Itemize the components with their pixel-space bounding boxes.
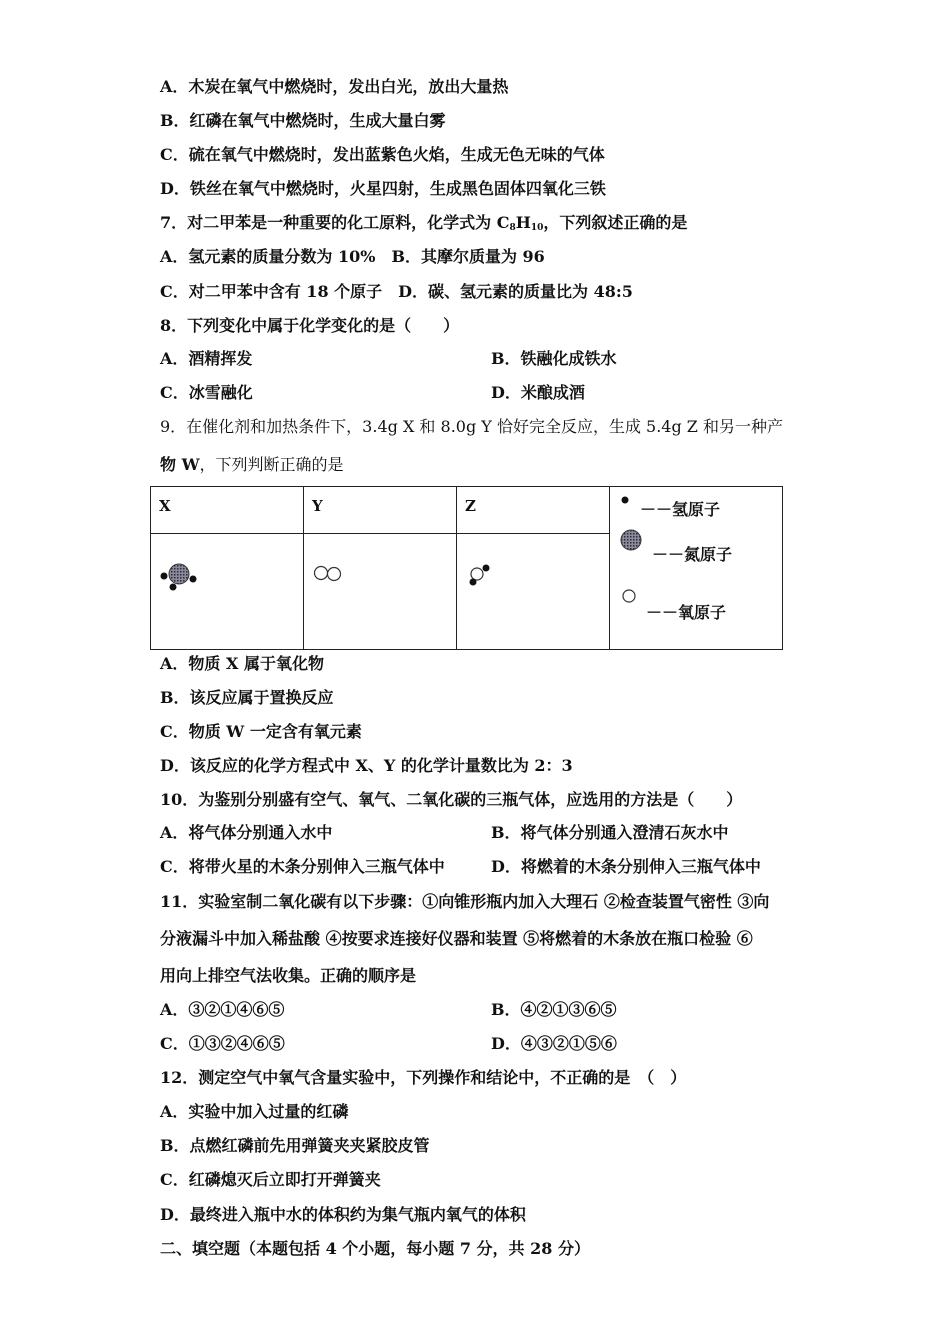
q7-stem xyxy=(160,213,687,238)
q9-stem-line2 xyxy=(160,455,344,475)
nitrogen-atom-icon xyxy=(618,527,644,553)
q10-option-b: B．将气体分别通入澄清石灰水中 xyxy=(491,823,729,842)
molecule-y-cell xyxy=(304,534,457,650)
q9-stem-w: 物 W xyxy=(160,455,200,474)
q10-stem: 10．为鉴别分别盛有空气、氧气、二氧化碳的三瓶气体，应选用的方法是（ ） xyxy=(160,790,743,809)
q9-stem-rest: ，下列判断正确的是 xyxy=(199,455,344,474)
molecule-z-cell xyxy=(457,534,610,650)
q11-stem-line3: 用向上排空气法收集。正确的顺序是 xyxy=(160,966,417,985)
section-2-heading: 二、填空题（本题包括 4 个小题，每小题 7 分，共 28 分） xyxy=(160,1239,590,1258)
q9-option-c: C．物质 W 一定含有氧元素 xyxy=(160,722,362,741)
q9-option-d: D．该反应的化学方程式中 X、Y 的化学计量数比为 2：3 xyxy=(160,756,573,775)
molecule-x-cell xyxy=(151,534,304,650)
q9-option-a: A．物质 X 属于氧化物 xyxy=(160,654,324,673)
q10-option-d: D．将燃着的木条分别伸入三瓶气体中 xyxy=(491,857,761,876)
header-y: Y xyxy=(304,487,457,534)
q10-option-c: C．将带火星的木条分别伸入三瓶气体中 xyxy=(160,857,445,876)
q7-stem-post: ，下列叙述正确的是 xyxy=(543,213,688,232)
q8-option-c: C．冰雪融化 xyxy=(160,383,253,402)
q7-sub-8: 8 xyxy=(509,223,516,233)
q8-option-a: A．酒精挥发 xyxy=(160,349,253,368)
q12-option-d: D．最终进入瓶中水的体积约为集气瓶内氧气的体积 xyxy=(160,1205,526,1224)
q7-options-ab: A．氢元素的质量分数为 10% B．其摩尔质量为 96 xyxy=(160,247,545,266)
q7-stem-pre: 7．对二甲苯是一种重要的化工原料，化学式为 C xyxy=(160,213,510,232)
q11-option-a: A．③②①④⑥⑤ xyxy=(160,1000,285,1019)
molecule-x-icon xyxy=(159,562,199,594)
header-x: X xyxy=(151,487,304,534)
q12-stem: 12．测定空气中氧气含量实验中，下列操作和结论中，不正确的是 （ ） xyxy=(160,1068,687,1087)
q8-stem: 8．下列变化中属于化学变化的是（ ） xyxy=(160,316,460,335)
oxygen-atom-icon xyxy=(620,587,638,605)
q8-option-b: B．铁融化成铁水 xyxy=(491,349,617,368)
q6-option-d: D．铁丝在氧气中燃烧时，火星四射，生成黑色固体四氧化三铁 xyxy=(160,179,606,198)
legend-nitrogen: －－氮原子 xyxy=(652,545,733,564)
q12-option-b: B．点燃红磷前先用弹簧夹夹紧胶皮管 xyxy=(160,1136,430,1155)
q11-option-c: C．①③②④⑥⑤ xyxy=(160,1034,285,1053)
hydrogen-atom-icon xyxy=(620,495,630,505)
atom-legend xyxy=(610,487,783,650)
q8-option-d: D．米酿成酒 xyxy=(491,383,585,402)
q9-option-b: B．该反应属于置换反应 xyxy=(160,688,334,707)
q6-option-b: B．红磷在氧气中燃烧时，生成大量白雾 xyxy=(160,111,446,130)
q11-option-d: D．④③②①⑤⑥ xyxy=(491,1034,617,1053)
q7-h: H xyxy=(515,213,531,232)
q6-option-c: C．硫在氧气中燃烧时，发出蓝紫色火焰，生成无色无味的气体 xyxy=(160,145,605,164)
legend-hydrogen: －－氢原子 xyxy=(640,500,721,519)
q9-stem-line1: 9．在催化剂和加热条件下，3.4g X 和 8.0g Y 恰好完全反应，生成 5.4g Z 和另一种产 xyxy=(160,417,784,436)
q10-option-a: A．将气体分别通入水中 xyxy=(160,823,333,842)
q7-options-cd: C．对二甲苯中含有 18 个原子 D．碳、氢元素的质量比为 48:5 xyxy=(160,282,633,301)
molecule-table xyxy=(150,486,783,650)
molecule-z-icon xyxy=(465,560,497,590)
q11-option-b: B．④②①③⑥⑤ xyxy=(491,1000,617,1019)
q12-option-c: C．红磷熄灭后立即打开弹簧夹 xyxy=(160,1170,381,1189)
header-z: Z xyxy=(457,487,610,534)
q6-option-a: A．木炭在氧气中燃烧时，发出白光，放出大量热 xyxy=(160,77,509,96)
legend-oxygen: －－氧原子 xyxy=(646,603,727,622)
q11-stem-line1: 11．实验室制二氧化碳有以下步骤：①向锥形瓶内加入大理石 ②检查装置气密性 ③向 xyxy=(160,892,770,911)
q11-stem-line2: 分液漏斗中加入稀盐酸 ④按要求连接好仪器和装置 ⑤将燃着的木条放在瓶口检验 ⑥ xyxy=(160,929,753,948)
q12-option-a: A．实验中加入过量的红磷 xyxy=(160,1102,349,1121)
molecule-y-icon xyxy=(312,562,348,586)
q7-sub-10: 10 xyxy=(530,223,544,233)
